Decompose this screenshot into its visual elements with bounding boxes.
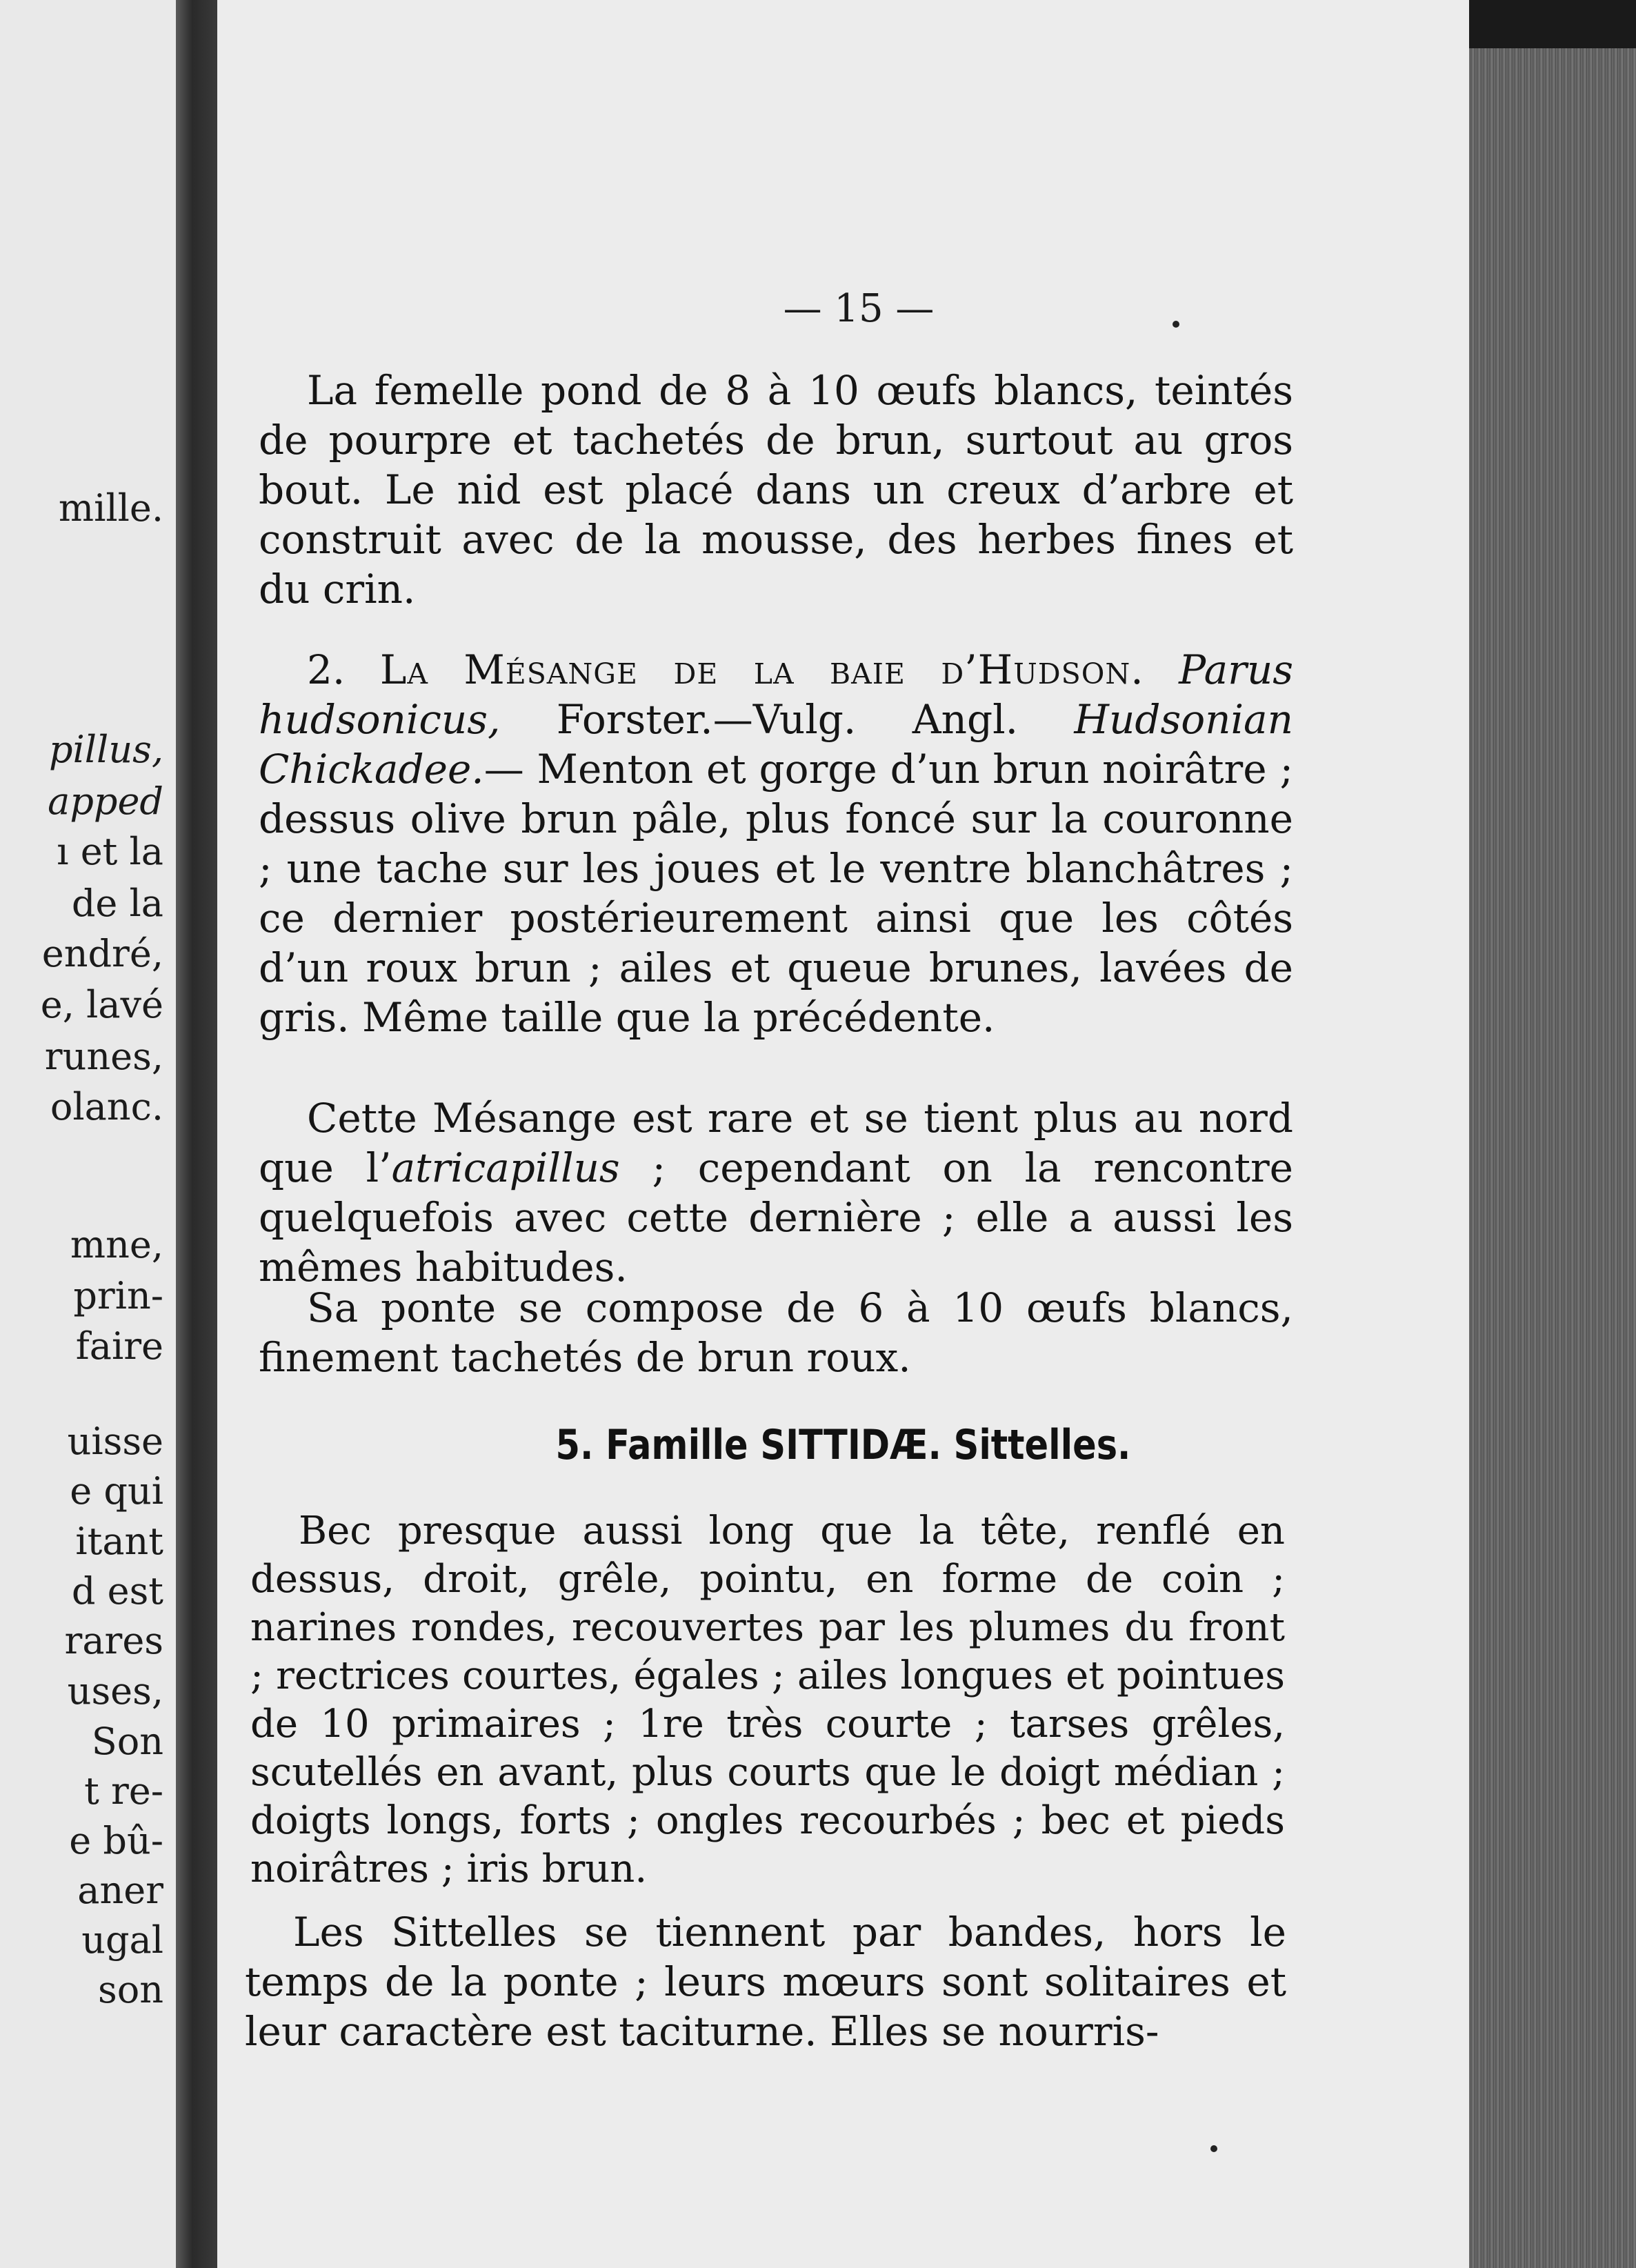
- left-page-line: e, lavé: [40, 983, 163, 1026]
- family-heading: 5. Famille SITTIDÆ. Sittelles.: [555, 1421, 1131, 1469]
- book-page: [217, 0, 1469, 2268]
- left-page-line: ugal: [81, 1918, 163, 1962]
- ink-speck: [1210, 2145, 1217, 2152]
- left-page-fragment: [0, 0, 176, 2268]
- habitat-text-a: Cette Mésange est rare et se tient plus au nord que l’: [259, 1095, 1293, 1191]
- left-page-line: endré,: [41, 932, 163, 975]
- left-page-line: ı et la: [57, 830, 163, 873]
- left-page-line: faire: [75, 1324, 163, 1368]
- left-page-line: aner: [77, 1869, 163, 1912]
- left-page-line: pillus,: [48, 728, 163, 771]
- left-page-line: prin-: [73, 1274, 163, 1317]
- left-page-line: e qui: [70, 1469, 163, 1513]
- left-page-line: de la: [71, 882, 163, 925]
- left-page-line: mille.: [58, 486, 163, 530]
- left-page-line: uisse: [67, 1420, 163, 1463]
- species-number: 2.: [307, 646, 380, 693]
- habitat-text-b: ; cependant on la rencontre quelquefois avec cette dernière ; elle a aussi les mêmes habitudes.: [259, 1144, 1293, 1291]
- left-page-line: itant: [75, 1520, 163, 1563]
- paragraph-sittelles-behaviour: Les Sittelles se tiennent par bandes, hors le temps de la ponte ; leurs mœurs sont solitaires et leur caractère est taciturne. Elles se nourris-: [245, 1909, 1286, 2055]
- paragraph-species-hudsonicus: [259, 645, 1293, 1042]
- paragraph-eggs: Sa ponte se compose de 6 à 10 œufs blancs, finement tachetés de brun roux.: [259, 1284, 1293, 1381]
- species-vulgar-name: Hudsonian Chickadee.: [259, 696, 1293, 793]
- ink-speck: [1173, 321, 1179, 328]
- left-page-line: son: [97, 1968, 163, 2011]
- left-page-line: uses,: [67, 1669, 163, 1713]
- left-page-line: mne,: [70, 1223, 163, 1266]
- species-author: Forster.—Vulg. Angl.: [500, 696, 1075, 743]
- left-page-line: d est: [71, 1569, 163, 1613]
- species-name: La Mésange de la baie d’Hudson.: [379, 646, 1144, 693]
- book-edge: [1469, 48, 1636, 2268]
- left-page-line: rares: [64, 1619, 163, 1662]
- habitat-species-ref: atricapillus: [391, 1144, 620, 1191]
- left-page-line: Son: [91, 1720, 163, 1763]
- left-page-line: e bû-: [69, 1819, 163, 1862]
- left-page-line: apped: [48, 779, 163, 823]
- species-description: — Menton et gorge d’un brun noirâtre ; dessus olive brun pâle, plus foncé sur la couronne ; une tache sur les joues et le ventre blanchâtres ; ce dernier postérieurement ainsi que les côtés d’un roux brun ; ailes et queue brunes, lavées de gris. Même taille que la précédente.: [259, 746, 1293, 1041]
- paragraph-nest: La femelle pond de 8 à 10 œufs blancs, teintés de pourpre et tachetés de brun, surtout au gros bout. Le nid est placé dans un creux d’arbre et construit avec de la mousse, des herbes fines et du crin.: [259, 367, 1293, 613]
- book-gutter: [176, 0, 217, 2268]
- left-page-line: olanc.: [50, 1085, 163, 1128]
- left-page-line: t re-: [84, 1769, 163, 1813]
- page-number: — 15 —: [783, 286, 935, 331]
- species-latin-name: Parus hudsonicus,: [259, 646, 1294, 743]
- page-text: [217, 0, 1469, 2268]
- left-page-line: runes,: [44, 1035, 163, 1078]
- paragraph-habitat: [259, 1093, 1293, 1292]
- paragraph-family-description: Bec presque aussi long que la tête, renflé en dessus, droit, grêle, pointu, en forme de coin ; narines rondes, recouvertes par les plumes du front ; rectrices courtes, égales ; ailes longues et pointues de 10 primaires ; 1re très courte ; tarses grêles, scutellés en avant, plus courts que le doigt médian ; doigts longs, forts ; ongles recourbés ; bec et pieds noirâtres ; iris brun.: [250, 1509, 1285, 1891]
